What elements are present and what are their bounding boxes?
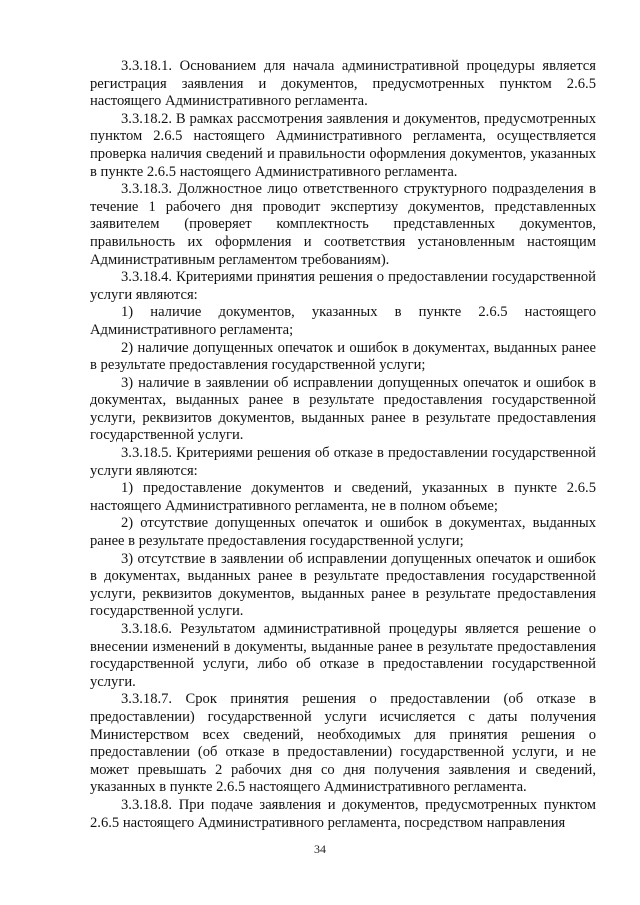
document-body bbox=[90, 58, 596, 832]
paragraph-3-3-18-6: 3.3.18.6. Результатом административной процедуры является решение о внесении изменений в документы, выданные ранее в результате предоставления государственной услуги, либо об отказе в предоставлении государственной услуги. bbox=[90, 621, 596, 690]
paragraph-3-3-18-2: 3.3.18.2. В рамках рассмотрения заявления и документов, предусмотренных пунктом 2.6.5 настоящего Административного регламента, осуществляется проверка наличия сведений и правильности оформления документов, указанных в пункте 2.6.5 настоящего Административного регламента. bbox=[90, 110, 596, 180]
criteria-item-3: 3) наличие в заявлении об исправлении допущенных опечаток и ошибок в документах, выданных ранее в результате предоставления государственной услуги, реквизитов документов, выданных ранее в результате предоставления государственной услуги. bbox=[90, 374, 596, 444]
criteria-item-1: 1) наличие документов, указанных в пункте 2.6.5 настоящего Административного регламента; bbox=[90, 304, 596, 338]
paragraph-3-3-18-3: 3.3.18.3. Должностное лицо ответственного структурного подразделения в течение 1 рабочего дня проводит экспертизу документов, представленных заявителем (проверяет комплектность представленных документов, правильность их оформления и соответствия установленным настоящим Административным регламентом требованиям). bbox=[90, 181, 596, 268]
refusal-criteria-item-2: 2) отсутствие допущенных опечаток и ошибок в документах, выданных ранее в результате предоставления государственной услуги; bbox=[90, 515, 596, 550]
paragraph-3-3-18-8: 3.3.18.8. При подаче заявления и документов, предусмотренных пунктом 2.6.5 настоящего Административного регламента, посредством направления bbox=[90, 796, 596, 831]
refusal-criteria-item-1: 1) предоставление документов и сведений, указанных в пункте 2.6.5 настоящего Административного регламента, не в полном объеме; bbox=[90, 480, 596, 514]
paragraph-3-3-18-7: 3.3.18.7. Срок принятия решения о предоставлении (об отказе в предоставлении) государственной услуги исчисляется с даты получения Министерством всех сведений, необходимых для принятия решения о предоставлении (об отказе в предоставлении) государственной услуги, и не может превышать 2 рабочих дня со дня получения заявления и сведений, указанных в пункте 2.6.5 настоящего Административного регламента. bbox=[90, 691, 596, 796]
refusal-criteria-item-3: 3) отсутствие в заявлении об исправлении допущенных опечаток и ошибок в документах, выданных ранее в результате предоставления государственной услуги, реквизитов документов, выданных ранее в результате предоставления государственной услуги. bbox=[90, 550, 596, 620]
paragraph-3-3-18-4: 3.3.18.4. Критериями принятия решения о предоставлении государственной услуги являются: bbox=[90, 269, 596, 303]
criteria-item-2: 2) наличие допущенных опечаток и ошибок в документах, выданных ранее в результате предоставления государственной услуги; bbox=[90, 339, 596, 374]
page-number: 34 bbox=[314, 842, 326, 856]
paragraph-3-3-18-5: 3.3.18.5. Критериями решения об отказе в предоставлении государственной услуги являются: bbox=[90, 445, 596, 479]
paragraph-3-3-18-1: 3.3.18.1. Основанием для начала административной процедуры является регистрация заявления и документов, предусмотренных пунктом 2.6.5 настоящего Административного регламента. bbox=[90, 58, 596, 110]
